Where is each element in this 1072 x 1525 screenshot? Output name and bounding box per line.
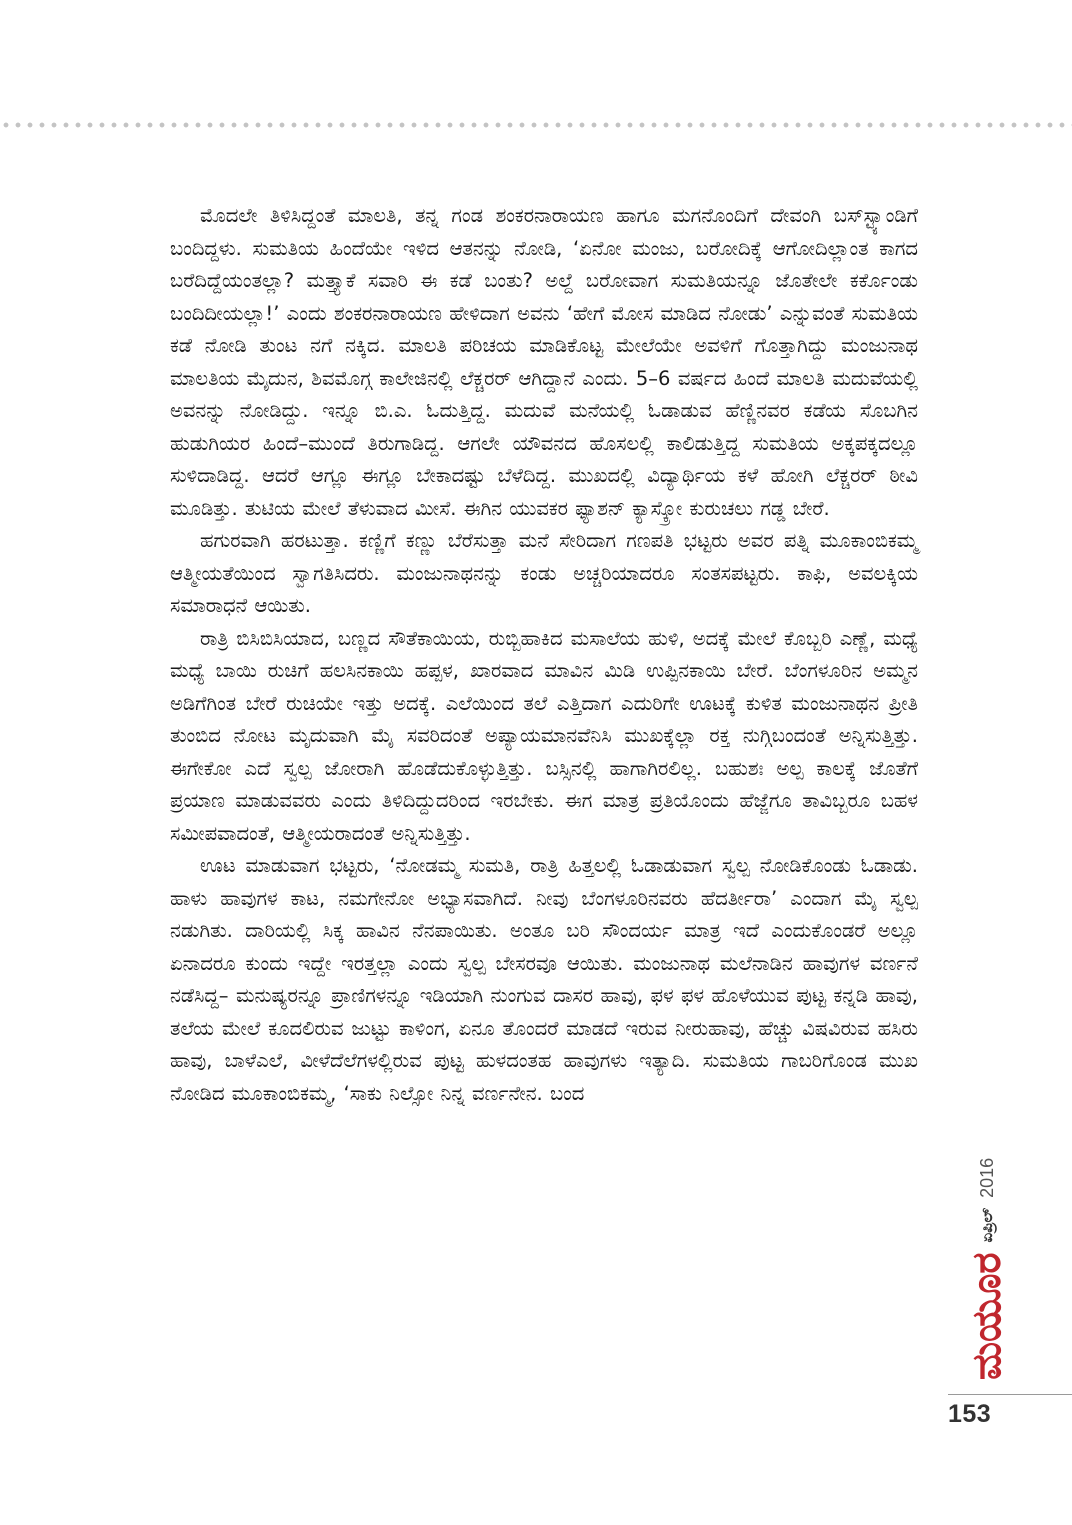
paragraph-4: ಊಟ ಮಾಡುವಾಗ ಭಟ್ಟರು, ‘ನೋಡಮ್ಮ ಸುಮತಿ, ರಾತ್ರಿ ಹಿತ್ತಲಲ್ಲಿ ಓಡಾಡುವಾಗ ಸ್ವಲ್ಪ ನೋಡಿಕೊಂಡು ಓಡಾಡು. ಹಾಳು ಹಾವುಗಳ ಕಾಟ, ನಮಗೇನೋ ಅಭ್ಯಾಸವಾಗಿದೆ. ನೀವು ಬೆಂಗಳೂರಿನವರು ಹೆದರ್ತೀರಾ’ ಎಂದಾಗ ಮೈ ಸ್ವಲ್ಪ ನಡುಗಿತು. ದಾರಿಯಲ್ಲಿ ಸಿಕ್ಕ ಹಾವಿನ ನೆನಪಾಯಿತು. ಅಂತೂ ಬರಿ ಸೌಂದರ್ಯ ಮಾತ್ರ ಇದೆ ಎಂದುಕೊಂಡರೆ ಅಲ್ಲೂ ಏನಾದರೂ ಕುಂದು ಇದ್ದೇ ಇರತ್ತಲ್ಲಾ ಎಂದು ಸ್ವಲ್ಪ ಬೇಸರವೂ ಆಯಿತು. ಮಂಜುನಾಥ ಮಲೆನಾಡಿನ ಹಾವುಗಳ ವರ್ಣನೆ ನಡೆಸಿದ್ದ– ಮನುಷ್ಯರನ್ನೂ ಪ್ರಾಣಿಗಳನ್ನೂ ಇಡಿಯಾಗಿ ನುಂಗುವ ದಾಸರ ಹಾವು, ಫಳ ಫಳ ಹೊಳೆಯುವ ಪುಟ್ಟ ಕನ್ನಡಿ ಹಾವು, ತಲೆಯ ಮೇಲೆ ಕೂದಲಿರುವ ಜುಟ್ಟು ಕಾಳಿಂಗ, ಏನೂ ತೊಂದರೆ ಮಾಡದೆ ಇರುವ ನೀರುಹಾವು, ಹೆಚ್ಚು ವಿಷವಿರುವ ಹಸಿರು ಹಾವು, ಬಾಳೆಎಲೆ, ವೀಳೆದೆಲೆಗಳಲ್ಲಿರುವ ಪುಟ್ಟ ಹುಳದಂತಹ ಹಾವುಗಳು ಇತ್ಯಾದಿ. ಸುಮತಿಯ ಗಾಬರಿಗೊಂಡ ಮುಖ ನೋಡಿದ ಮೂಕಾಂಬಿಕಮ್ಮ, ‘ಸಾಕು ನಿಲ್ಸೋ ನಿನ್ನ ವರ್ಣನೇನ. ಬಂದ [170, 854, 918, 1105]
magazine-sidebar-label [935, 1130, 1010, 1380]
magazine-name: ಮಯೂರ [964, 1252, 1010, 1380]
dotted-header-rule [0, 122, 1072, 128]
issue-month: ಏಪ್ರಿಲ್ [978, 1207, 996, 1243]
page-number: 153 [948, 1400, 992, 1428]
page-number-rule [948, 1394, 1072, 1395]
paragraph-3: ರಾತ್ರಿ ಬಿಸಿಬಿಸಿಯಾದ, ಬಣ್ಣದ ಸೌತೆಕಾಯಿಯ, ರುಬ್ಬಿಹಾಕಿದ ಮಸಾಲೆಯ ಹುಳಿ, ಅದಕ್ಕೆ ಮೇಲೆ ಕೊಬ್ಬರಿ ಎಣ್ಣೆ, ಮಧ್ಯೆ ಮಧ್ಯೆ ಬಾಯಿ ರುಚಿಗೆ ಹಲಸಿನಕಾಯಿ ಹಪ್ಪಳ, ಖಾರವಾದ ಮಾವಿನ ಮಿಡಿ ಉಪ್ಪಿನಕಾಯಿ ಬೇರೆ. ಬೆಂಗಳೂರಿನ ಅಮ್ಮನ ಅಡಿಗೆಗಿಂತ ಬೇರೆ ರುಚಿಯೇ ಇತ್ತು ಅದಕ್ಕೆ. ಎಲೆಯಿಂದ ತಲೆ ಎತ್ತಿದಾಗ ಎದುರಿಗೇ ಊಟಕ್ಕೆ ಕುಳಿತ ಮಂಜುನಾಥನ ಪ್ರೀತಿ ತುಂಬಿದ ನೋಟ ಮೃದುವಾಗಿ ಮೈ ಸವರಿದಂತೆ ಅಪ್ಯಾಯಮಾನವೆನಿಸಿ ಮುಖಕ್ಕೆಲ್ಲಾ ರಕ್ತ ನುಗ್ಗಿಬಂದಂತೆ ಅನ್ನಿಸುತ್ತಿತ್ತು. ಈಗೇಕೋ ಎದೆ ಸ್ವಲ್ಪ ಜೋರಾಗಿ ಹೊಡೆದುಕೊಳ್ಳುತ್ತಿತ್ತು. ಬಸ್ಸಿನಲ್ಲಿ ಹಾಗಾಗಿರಲಿಲ್ಲ. ಬಹುಶಃ ಅಲ್ಪ ಕಾಲಕ್ಕೆ ಜೊತೆಗೆ ಪ್ರಯಾಣ ಮಾಡುವವರು ಎಂದು ತಿಳಿದಿದ್ದುದರಿಂದ ಇರಬೇಕು. ಈಗ ಮಾತ್ರ ಪ್ರತಿಯೊಂದು ಹೆಜ್ಜೆಗೂ ತಾವಿಬ್ಬರೂ ಬಹಳ ಸಮೀಪವಾದಂತೆ, ಆತ್ಮೀಯರಾದಂತೆ ಅನ್ನಿಸುತ್ತಿತ್ತು. [170, 626, 918, 845]
article-body [170, 200, 918, 1400]
issue-year: 2016 [976, 1157, 997, 1198]
paragraph-2: ಹಗುರವಾಗಿ ಹರಟುತ್ತಾ. ಕಣ್ಣಿಗೆ ಕಣ್ಣು ಬೆರೆಸುತ್ತಾ ಮನೆ ಸೇರಿದಾಗ ಗಣಪತಿ ಭಟ್ಟರು ಅವರ ಪತ್ನಿ ಮೂಕಾಂಬಿಕಮ್ಮ ಆತ್ಮೀಯತೆಯಿಂದ ಸ್ವಾಗತಿಸಿದರು. ಮಂಜುನಾಥನನ್ನು ಕಂಡು ಅಚ್ಚರಿಯಾದರೂ ಸಂತಸಪಟ್ಟರು. ಕಾಫಿ, ಅವಲಕ್ಕಿಯ ಸಮಾರಾಧನೆ ಆಯಿತು. [170, 529, 918, 617]
paragraph-1: ಮೊದಲೇ ತಿಳಿಸಿದ್ದಂತೆ ಮಾಲತಿ, ತನ್ನ ಗಂಡ ಶಂಕರನಾರಾಯಣ ಹಾಗೂ ಮಗನೊಂದಿಗೆ ದೇವಂಗಿ ಬಸ್‌ಸ್ಟ್ಯಾಂಡಿಗೆ ಬಂದಿದ್ದಳು. ಸುಮತಿಯ ಹಿಂದೆಯೇ ಇಳಿದ ಆತನನ್ನು ನೋಡಿ, ‘ಏನೋ ಮಂಜು, ಬರೋದಿಕ್ಕೆ ಆಗೋದಿಲ್ಲಾಂತ ಕಾಗದ ಬರೆದಿದ್ದೆಯಂತಲ್ಲಾ? ಮತ್ತ್ಯಾಕೆ ಸವಾರಿ ಈ ಕಡೆ ಬಂತು? ಅಲ್ದೆ ಬರೋವಾಗ ಸುಮತಿಯನ್ನೂ ಜೊತೇಲೇ ಕರ್ಕೊಂಡು ಬಂದಿದೀಯಲ್ಲಾ!’ ಎಂದು ಶಂಕರನಾರಾಯಣ ಹೇಳಿದಾಗ ಅವನು ‘ಹೇಗೆ ಮೋಸ ಮಾಡಿದ ನೋಡು’ ಎನ್ನುವಂತೆ ಸುಮತಿಯ ಕಡೆ ನೋಡಿ ತುಂಟ ನಗೆ ನಕ್ಕಿದ. ಮಾಲತಿ ಪರಿಚಯ ಮಾಡಿಕೊಟ್ಟ ಮೇಲೆಯೇ ಅವಳಿಗೆ ಗೊತ್ತಾಗಿದ್ದು ಮಂಜುನಾಥ ಮಾಲತಿಯ ಮೈದುನ, ಶಿವಮೊಗ್ಗ ಕಾಲೇಜಿನಲ್ಲಿ ಲೆಕ್ಚರರ್ ಆಗಿದ್ದಾನೆ ಎಂದು. 5–6 ವರ್ಷದ ಹಿಂದೆ ಮಾಲತಿ ಮದುವೆಯಲ್ಲಿ ಅವನನ್ನು ನೋಡಿದ್ದು. ಇನ್ನೂ ಬಿ.ಎ. ಓದುತ್ತಿದ್ದ. ಮದುವೆ ಮನೆಯಲ್ಲಿ ಓಡಾಡುವ ಹೆಣ್ಣಿನವರ ಕಡೆಯ ಸೊಬಗಿನ ಹುಡುಗಿಯರ ಹಿಂದೆ–ಮುಂದೆ ತಿರುಗಾಡಿದ್ದ. ಆಗಲೇ ಯೌವನದ ಹೊಸಲಲ್ಲಿ ಕಾಲಿಡುತ್ತಿದ್ದ ಸುಮತಿಯ ಅಕ್ಕಪಕ್ಕದಲ್ಲೂ ಸುಳಿದಾಡಿದ್ದ. ಆದರೆ ಆಗ್ಲೂ ಈಗ್ಲೂ ಬೇಕಾದಷ್ಟು ಬೆಳೆದಿದ್ದ. ಮುಖದಲ್ಲಿ ವಿದ್ಯಾರ್ಥಿಯ ಕಳೆ ಹೋಗಿ ಲೆಕ್ಚರರ್ ಠೀವಿ ಮೂಡಿತ್ತು. ತುಟಿಯ ಮೇಲೆ ತೆಳುವಾದ ಮೀಸೆ. ಈಗಿನ ಯುವಕರ ಫ್ಯಾಶನ್ ಕ್ಯಾಸ್ಕ್ರೋ ಕುರುಚಲು ಗಡ್ಡ ಬೇರೆ. [170, 204, 918, 520]
